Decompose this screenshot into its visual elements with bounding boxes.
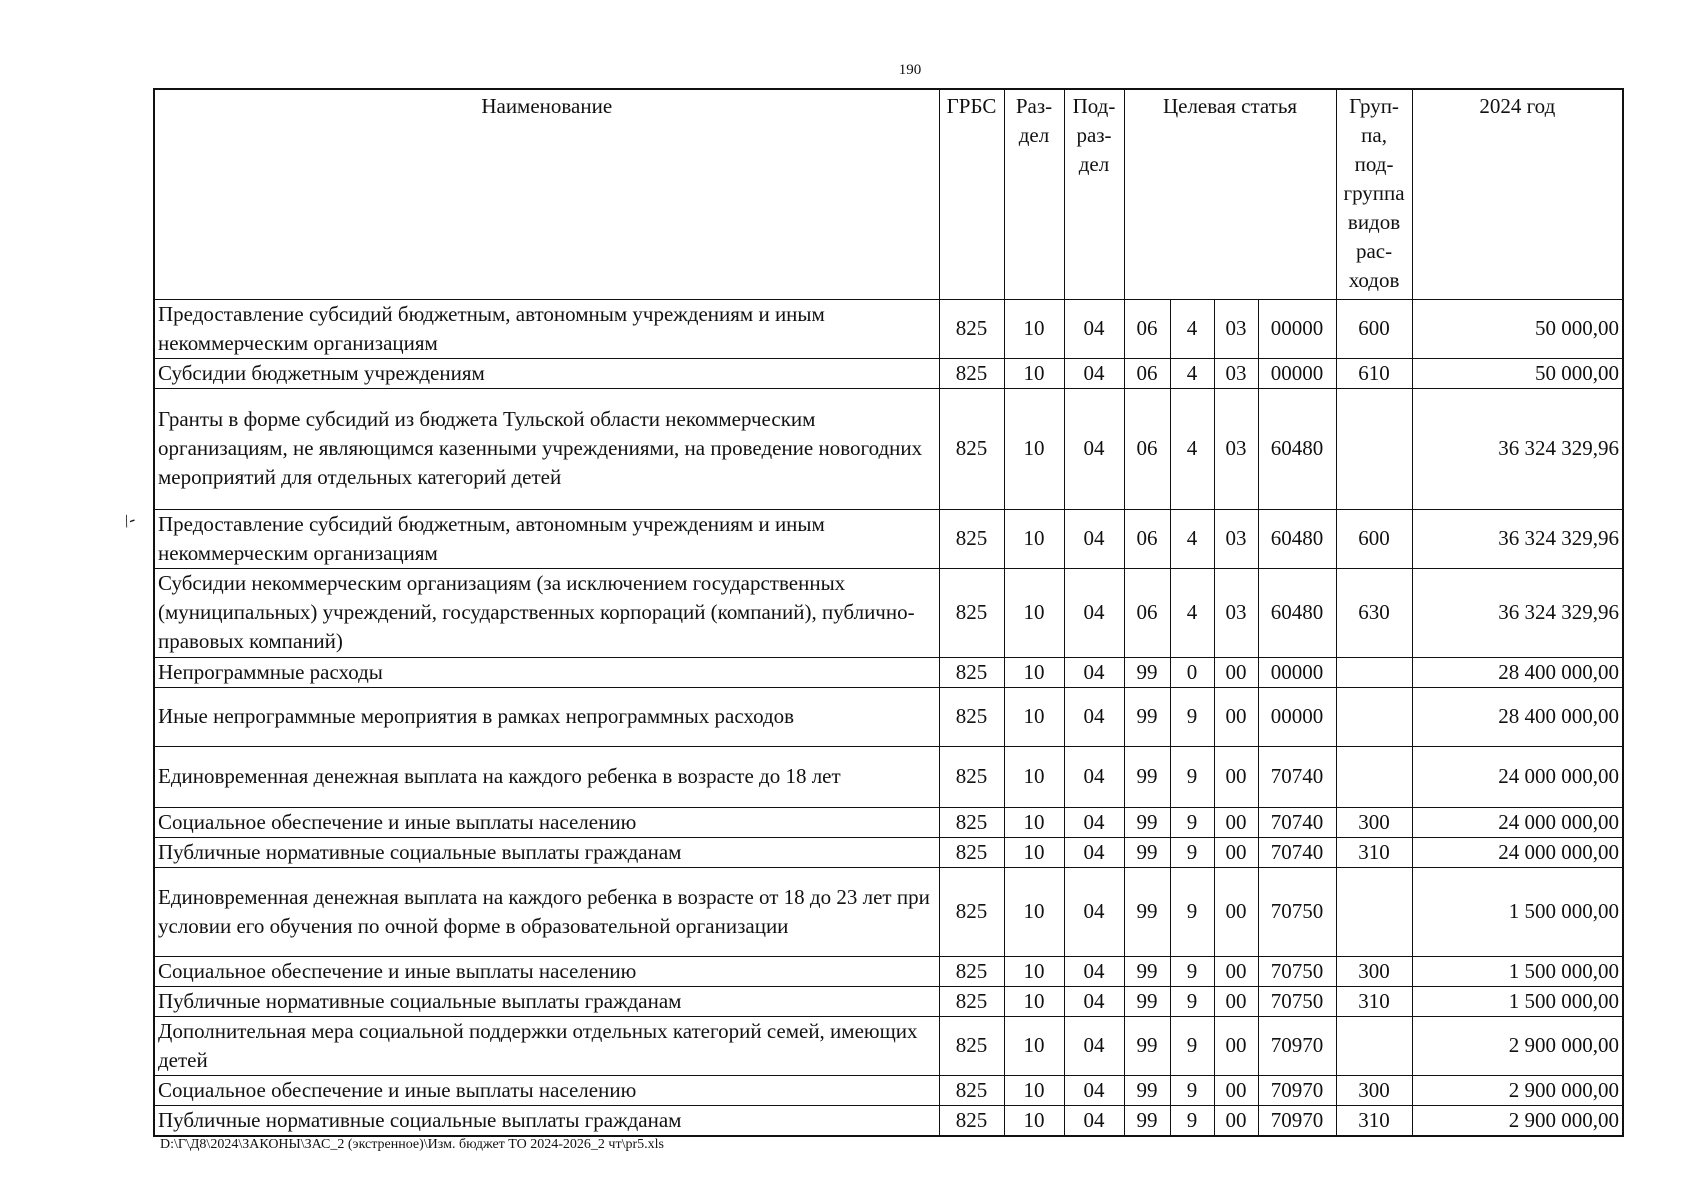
cell-target-type: 9 <box>1170 807 1214 837</box>
cell-target-program: 99 <box>1124 657 1170 687</box>
cell-target-direction: 70970 <box>1258 1105 1336 1136</box>
row-name: Непрограммные расходы <box>154 657 939 687</box>
cell-grbs: 825 <box>939 1105 1004 1136</box>
table-row <box>154 986 1623 1016</box>
cell-podrazdel: 04 <box>1064 1075 1124 1105</box>
cell-amount-2024: 50 000,00 <box>1412 358 1623 388</box>
table-row <box>154 687 1623 746</box>
cell-razdel: 10 <box>1004 299 1064 358</box>
cell-amount-2024: 28 400 000,00 <box>1412 687 1623 746</box>
cell-expense-group <box>1336 388 1412 509</box>
cell-razdel: 10 <box>1004 746 1064 807</box>
cell-target-subprogram: 03 <box>1214 299 1258 358</box>
cell-podrazdel: 04 <box>1064 509 1124 568</box>
cell-expense-group: 310 <box>1336 1105 1412 1136</box>
cell-target-program: 99 <box>1124 1016 1170 1075</box>
cell-target-direction: 00000 <box>1258 687 1336 746</box>
table-row <box>154 867 1623 956</box>
cell-target-program: 06 <box>1124 358 1170 388</box>
cell-target-direction: 60480 <box>1258 509 1336 568</box>
row-name: Единовременная денежная выплата на каждого ребенка в возрасте от 18 до 23 лет при условии его обучения по очной форме в образовательной организации <box>154 867 939 956</box>
cell-podrazdel: 04 <box>1064 299 1124 358</box>
cell-amount-2024: 50 000,00 <box>1412 299 1623 358</box>
footer-file-path: D:\Г\Д8\2024\ЗАКОНЫ\ЗАС_2 (экстренное)\Изм. бюджет ТО 2024-2026_2 чт\pr5.xls <box>160 1137 664 1152</box>
row-name: Публичные нормативные социальные выплаты гражданам <box>154 986 939 1016</box>
cell-grbs: 825 <box>939 837 1004 867</box>
cell-expense-group: 600 <box>1336 509 1412 568</box>
table-row <box>154 388 1623 509</box>
table-row <box>154 807 1623 837</box>
cell-amount-2024: 2 900 000,00 <box>1412 1105 1623 1136</box>
cell-amount-2024: 1 500 000,00 <box>1412 986 1623 1016</box>
cell-expense-group: 310 <box>1336 986 1412 1016</box>
cell-razdel: 10 <box>1004 807 1064 837</box>
row-name: Субсидии некоммерческим организациям (за исключением государственных (муниципальных) учреждений, государственных корпораций (компаний), публично-правовых компаний) <box>154 568 939 657</box>
cell-target-type: 4 <box>1170 388 1214 509</box>
cell-target-direction: 60480 <box>1258 388 1336 509</box>
row-name: Дополнительная мера социальной поддержки отдельных категорий семей, имеющих детей <box>154 1016 939 1075</box>
table-row <box>154 509 1623 568</box>
cell-target-type: 4 <box>1170 509 1214 568</box>
cell-podrazdel: 04 <box>1064 568 1124 657</box>
cell-grbs: 825 <box>939 867 1004 956</box>
cell-razdel: 10 <box>1004 657 1064 687</box>
header-razdel: Раз- дел <box>1004 89 1064 299</box>
cell-target-direction: 70740 <box>1258 837 1336 867</box>
cell-grbs: 825 <box>939 388 1004 509</box>
cell-target-subprogram: 03 <box>1214 388 1258 509</box>
cell-target-program: 06 <box>1124 299 1170 358</box>
cell-target-type: 4 <box>1170 568 1214 657</box>
cell-target-type: 9 <box>1170 837 1214 867</box>
cell-razdel: 10 <box>1004 509 1064 568</box>
cell-grbs: 825 <box>939 807 1004 837</box>
row-name: Публичные нормативные социальные выплаты гражданам <box>154 837 939 867</box>
table-row <box>154 1105 1623 1136</box>
cell-expense-group: 630 <box>1336 568 1412 657</box>
cell-target-direction: 60480 <box>1258 568 1336 657</box>
cell-razdel: 10 <box>1004 687 1064 746</box>
cell-razdel: 10 <box>1004 956 1064 986</box>
cell-expense-group: 300 <box>1336 807 1412 837</box>
row-name: Предоставление субсидий бюджетным, автономным учреждениям и иным некоммерческим организациям <box>154 299 939 358</box>
cell-expense-group <box>1336 746 1412 807</box>
cell-podrazdel: 04 <box>1064 358 1124 388</box>
cell-target-type: 9 <box>1170 867 1214 956</box>
row-name: Социальное обеспечение и иные выплаты населению <box>154 1075 939 1105</box>
cell-amount-2024: 24 000 000,00 <box>1412 746 1623 807</box>
cell-target-type: 9 <box>1170 1075 1214 1105</box>
cell-amount-2024: 24 000 000,00 <box>1412 807 1623 837</box>
cell-expense-group <box>1336 657 1412 687</box>
cell-target-program: 06 <box>1124 568 1170 657</box>
cell-expense-group: 300 <box>1336 1075 1412 1105</box>
cell-podrazdel: 04 <box>1064 867 1124 956</box>
cell-target-program: 06 <box>1124 509 1170 568</box>
cell-podrazdel: 04 <box>1064 388 1124 509</box>
margin-pen-mark: /- <box>120 508 138 532</box>
cell-target-subprogram: 03 <box>1214 568 1258 657</box>
cell-target-type: 9 <box>1170 986 1214 1016</box>
row-name: Социальное обеспечение и иные выплаты населению <box>154 807 939 837</box>
cell-target-type: 9 <box>1170 746 1214 807</box>
table-body <box>154 299 1623 1136</box>
cell-razdel: 10 <box>1004 1105 1064 1136</box>
cell-grbs: 825 <box>939 1075 1004 1105</box>
cell-expense-group: 310 <box>1336 837 1412 867</box>
cell-target-subprogram: 00 <box>1214 807 1258 837</box>
cell-target-direction: 00000 <box>1258 299 1336 358</box>
cell-razdel: 10 <box>1004 568 1064 657</box>
cell-target-direction: 70740 <box>1258 807 1336 837</box>
cell-razdel: 10 <box>1004 837 1064 867</box>
cell-grbs: 825 <box>939 687 1004 746</box>
table-row <box>154 1075 1623 1105</box>
table-row <box>154 358 1623 388</box>
cell-target-subprogram: 00 <box>1214 956 1258 986</box>
cell-amount-2024: 28 400 000,00 <box>1412 657 1623 687</box>
cell-target-type: 9 <box>1170 1016 1214 1075</box>
header-name: Наименование <box>154 89 939 299</box>
cell-target-program: 99 <box>1124 1075 1170 1105</box>
cell-amount-2024: 36 324 329,96 <box>1412 388 1623 509</box>
cell-expense-group <box>1336 1016 1412 1075</box>
table-row <box>154 657 1623 687</box>
cell-target-subprogram: 00 <box>1214 1075 1258 1105</box>
cell-target-program: 99 <box>1124 687 1170 746</box>
table-row <box>154 956 1623 986</box>
cell-target-program: 99 <box>1124 986 1170 1016</box>
cell-grbs: 825 <box>939 568 1004 657</box>
cell-expense-group <box>1336 687 1412 746</box>
cell-target-program: 99 <box>1124 956 1170 986</box>
table-row <box>154 568 1623 657</box>
cell-razdel: 10 <box>1004 986 1064 1016</box>
cell-target-subprogram: 00 <box>1214 837 1258 867</box>
cell-target-program: 99 <box>1124 837 1170 867</box>
header-podrazdel: Под- раз- дел <box>1064 89 1124 299</box>
cell-target-program: 99 <box>1124 807 1170 837</box>
cell-amount-2024: 1 500 000,00 <box>1412 867 1623 956</box>
cell-target-subprogram: 00 <box>1214 1016 1258 1075</box>
page-number: 190 <box>898 62 922 78</box>
cell-amount-2024: 36 324 329,96 <box>1412 509 1623 568</box>
cell-amount-2024: 2 900 000,00 <box>1412 1075 1623 1105</box>
row-name: Социальное обеспечение и иные выплаты населению <box>154 956 939 986</box>
cell-amount-2024: 1 500 000,00 <box>1412 956 1623 986</box>
cell-target-direction: 70740 <box>1258 746 1336 807</box>
cell-target-direction: 00000 <box>1258 657 1336 687</box>
header-year-2024: 2024 год <box>1412 89 1623 299</box>
cell-target-subprogram: 00 <box>1214 687 1258 746</box>
cell-podrazdel: 04 <box>1064 1016 1124 1075</box>
cell-podrazdel: 04 <box>1064 807 1124 837</box>
table-header-row <box>154 89 1623 299</box>
cell-expense-group: 300 <box>1336 956 1412 986</box>
row-name: Гранты в форме субсидий из бюджета Тульской области некоммерческим организациям, не являющимся казенными учреждениями, на проведение новогодних мероприятий для отдельных категорий детей <box>154 388 939 509</box>
cell-grbs: 825 <box>939 509 1004 568</box>
cell-amount-2024: 2 900 000,00 <box>1412 1016 1623 1075</box>
row-name: Предоставление субсидий бюджетным, автономным учреждениям и иным некоммерческим организациям <box>154 509 939 568</box>
cell-razdel: 10 <box>1004 1016 1064 1075</box>
cell-podrazdel: 04 <box>1064 986 1124 1016</box>
cell-target-program: 99 <box>1124 746 1170 807</box>
cell-expense-group: 610 <box>1336 358 1412 388</box>
cell-target-direction: 70750 <box>1258 986 1336 1016</box>
cell-grbs: 825 <box>939 746 1004 807</box>
cell-target-type: 9 <box>1170 1105 1214 1136</box>
cell-grbs: 825 <box>939 1016 1004 1075</box>
header-grbs: ГРБС <box>939 89 1004 299</box>
cell-target-type: 9 <box>1170 687 1214 746</box>
header-expense-group: Груп- па, под- группа видов рас- ходов <box>1336 89 1412 299</box>
cell-grbs: 825 <box>939 986 1004 1016</box>
cell-target-subprogram: 03 <box>1214 358 1258 388</box>
cell-podrazdel: 04 <box>1064 837 1124 867</box>
cell-target-program: 06 <box>1124 388 1170 509</box>
cell-target-subprogram: 00 <box>1214 657 1258 687</box>
cell-podrazdel: 04 <box>1064 657 1124 687</box>
cell-target-subprogram: 00 <box>1214 867 1258 956</box>
cell-razdel: 10 <box>1004 358 1064 388</box>
row-name: Иные непрограммные мероприятия в рамках непрограммных расходов <box>154 687 939 746</box>
cell-podrazdel: 04 <box>1064 956 1124 986</box>
cell-target-program: 99 <box>1124 867 1170 956</box>
cell-target-subprogram: 00 <box>1214 1105 1258 1136</box>
cell-grbs: 825 <box>939 358 1004 388</box>
cell-target-direction: 70750 <box>1258 867 1336 956</box>
cell-target-type: 4 <box>1170 299 1214 358</box>
cell-grbs: 825 <box>939 657 1004 687</box>
row-name: Публичные нормативные социальные выплаты гражданам <box>154 1105 939 1136</box>
cell-target-subprogram: 00 <box>1214 746 1258 807</box>
row-name: Единовременная денежная выплата на каждого ребенка в возрасте до 18 лет <box>154 746 939 807</box>
table-row <box>154 1016 1623 1075</box>
header-target-article: Целевая статья <box>1124 89 1336 299</box>
table-row <box>154 299 1623 358</box>
cell-target-direction: 00000 <box>1258 358 1336 388</box>
cell-razdel: 10 <box>1004 388 1064 509</box>
cell-target-direction: 70970 <box>1258 1016 1336 1075</box>
cell-podrazdel: 04 <box>1064 687 1124 746</box>
cell-amount-2024: 24 000 000,00 <box>1412 837 1623 867</box>
table-row <box>154 837 1623 867</box>
table-row <box>154 746 1623 807</box>
cell-grbs: 825 <box>939 956 1004 986</box>
cell-target-type: 4 <box>1170 358 1214 388</box>
cell-razdel: 10 <box>1004 867 1064 956</box>
cell-target-type: 0 <box>1170 657 1214 687</box>
cell-target-type: 9 <box>1170 956 1214 986</box>
cell-target-program: 99 <box>1124 1105 1170 1136</box>
budget-table <box>153 88 1624 1137</box>
cell-amount-2024: 36 324 329,96 <box>1412 568 1623 657</box>
cell-expense-group: 600 <box>1336 299 1412 358</box>
cell-target-direction: 70970 <box>1258 1075 1336 1105</box>
cell-podrazdel: 04 <box>1064 746 1124 807</box>
cell-target-subprogram: 00 <box>1214 986 1258 1016</box>
cell-target-direction: 70750 <box>1258 956 1336 986</box>
cell-target-subprogram: 03 <box>1214 509 1258 568</box>
cell-podrazdel: 04 <box>1064 1105 1124 1136</box>
cell-grbs: 825 <box>939 299 1004 358</box>
row-name: Субсидии бюджетным учреждениям <box>154 358 939 388</box>
cell-expense-group <box>1336 867 1412 956</box>
cell-razdel: 10 <box>1004 1075 1064 1105</box>
